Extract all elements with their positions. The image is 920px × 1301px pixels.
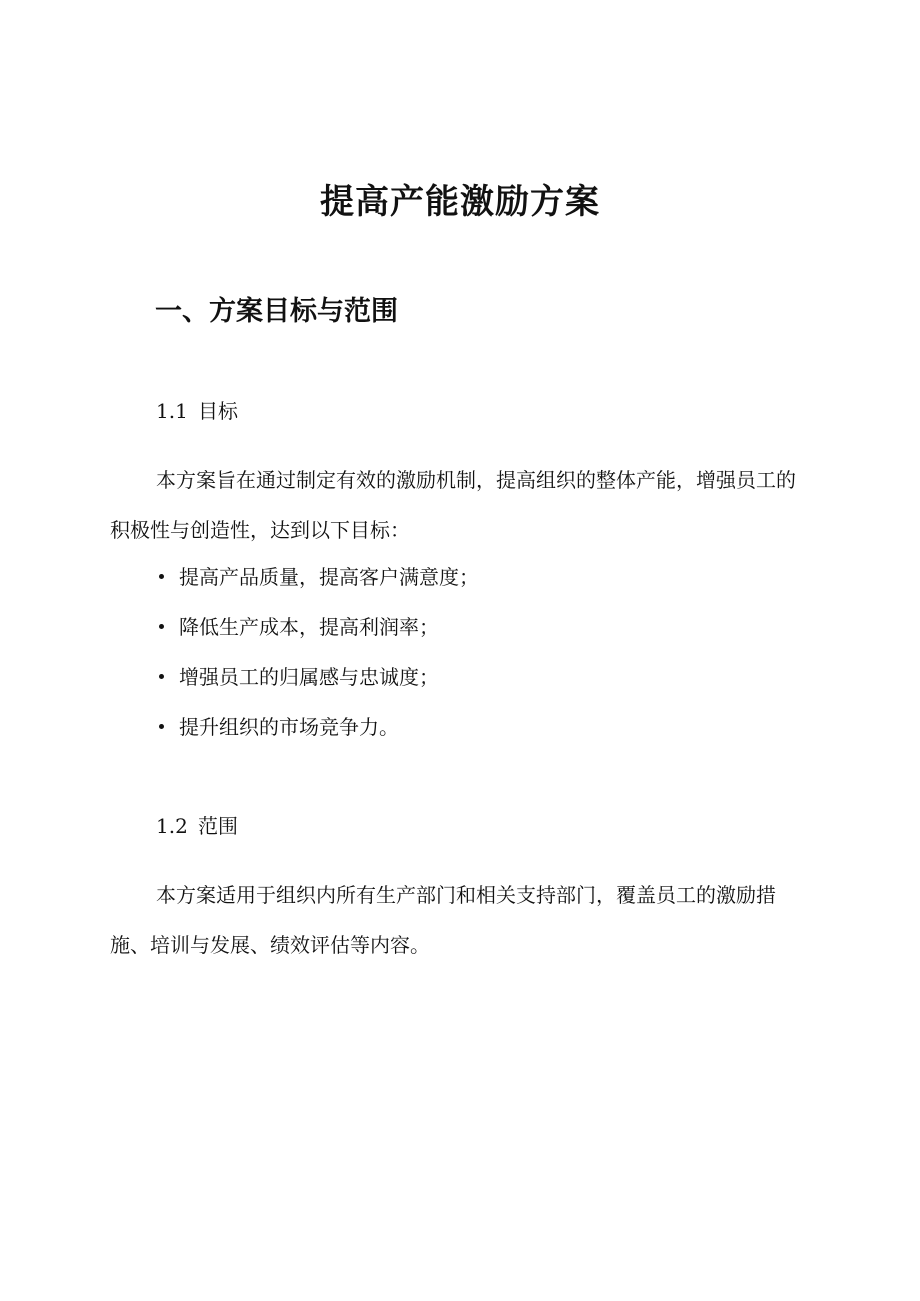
list-item	[155, 602, 479, 652]
subsection-label: 目标	[198, 399, 238, 423]
subsection-heading-goals	[156, 396, 238, 426]
list-item	[155, 652, 479, 702]
section-heading: 一、方案目标与范围	[155, 296, 398, 327]
bullet-icon	[159, 624, 164, 629]
scope-paragraph: 本方案适用于组织内所有生产部门和相关支持部门，覆盖员工的激励措施、培训与发展、绩效评估等内容。	[110, 883, 776, 957]
subsection-number: 1.2	[156, 814, 188, 838]
list-item	[155, 702, 479, 752]
goals-bullet-list	[155, 552, 479, 752]
list-item-text: 增强员工的归属感与忠诚度；	[179, 665, 439, 689]
subsection-number: 1.1	[156, 399, 188, 423]
list-item-text: 提升组织的市场竞争力。	[179, 715, 399, 739]
list-item-text: 降低生产成本，提高利润率；	[179, 615, 439, 639]
list-item-text: 提高产品质量，提高客户满意度；	[179, 565, 479, 589]
goals-paragraph: 本方案旨在通过制定有效的激励机制，提高组织的整体产能，增强员工的积极性与创造性，达到以下目标：	[110, 468, 796, 542]
bullet-icon	[159, 574, 164, 579]
bullet-icon	[159, 674, 164, 679]
subsection-label: 范围	[198, 814, 238, 838]
bullet-icon	[159, 724, 164, 729]
subsection-heading-scope	[156, 811, 238, 841]
list-item	[155, 552, 479, 602]
document-title: 提高产能激励方案	[320, 182, 600, 222]
